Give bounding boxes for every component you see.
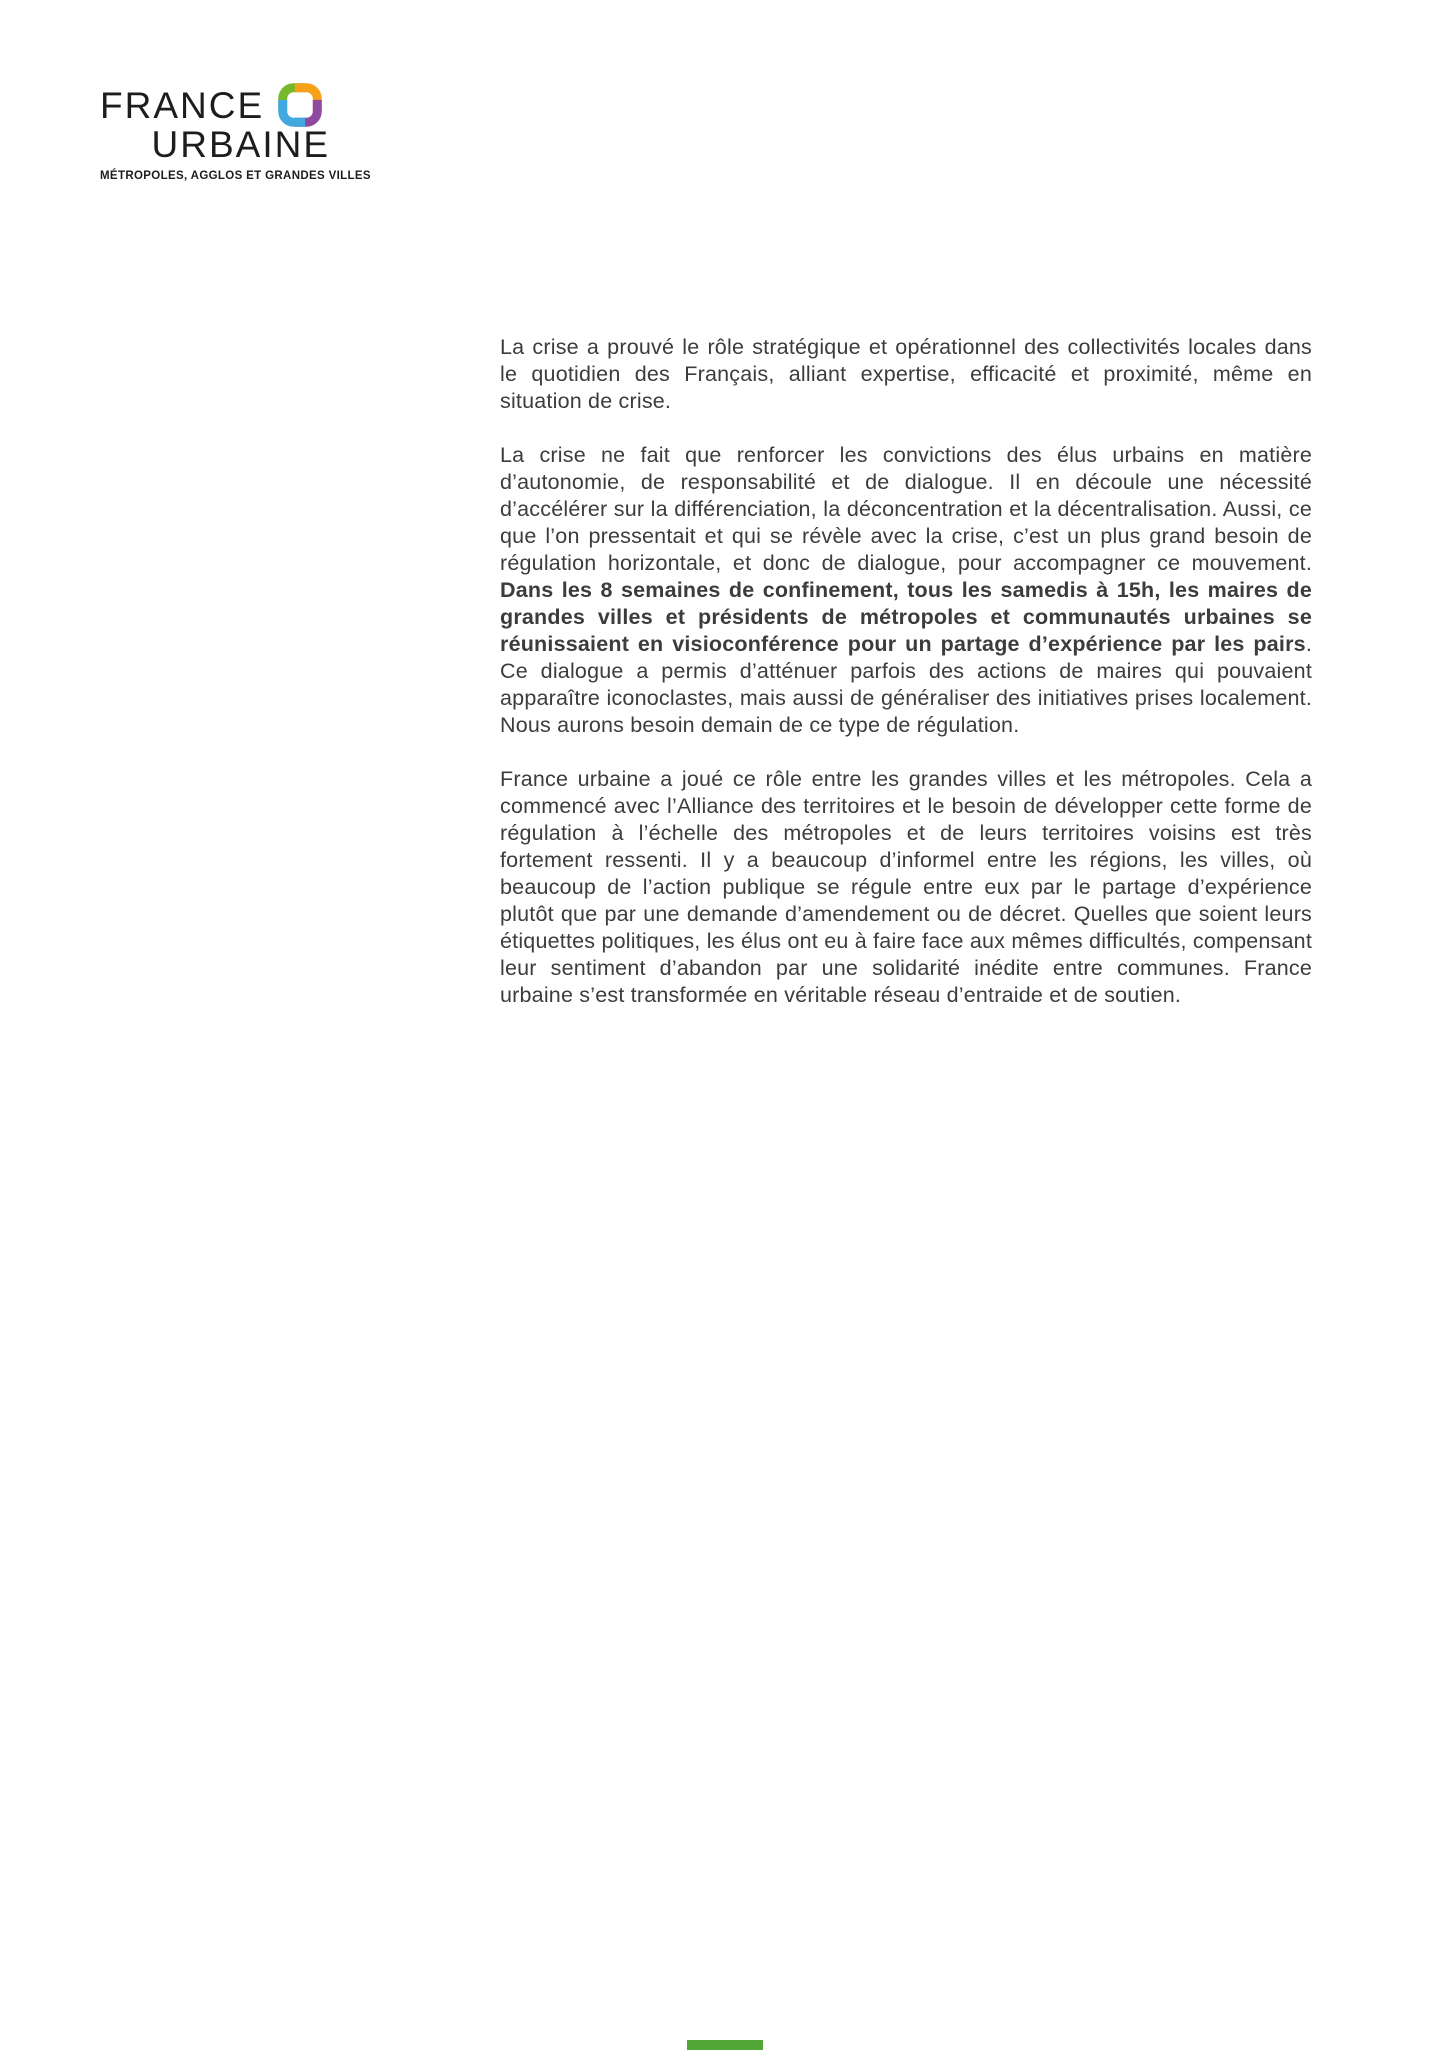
text-segment: La crise ne fait que renforcer les convictions des élus urbains en matière d’autonomie, de responsabilité et de dialogue. Il en découle une nécessité d’accélérer sur la différenciation, la déconcentration et la décentralisation. Aussi, ce que l’on pressentait et qui se révèle avec la crise, c’est un plus grand besoin de régulation horizontale, et donc de dialogue, pour accompagner ce mouvement. — [500, 443, 1312, 575]
france-urbaine-logo — [100, 72, 371, 182]
paragraph-2 — [500, 442, 1312, 739]
article-body — [500, 334, 1312, 1036]
logo-wordmark-france: FRANCE — [100, 85, 265, 126]
text-segment: La crise a prouvé le rôle stratégique et opérationnel des collectivités locales dans le quotidien des Français, alliant expertise, efficacité et proximité, même en situation de crise. — [500, 335, 1312, 413]
footer-accent-bar — [687, 2040, 763, 2050]
logo-row-1 — [100, 72, 330, 124]
text-segment-bold: Dans les 8 semaines de confinement, tous les samedis à 15h, les maires de grandes villes et présidents de métropoles et communautés urbaines se réunissaient en visioconférence pour un partage d’expérience par les pairs — [500, 578, 1312, 656]
paragraph-3 — [500, 766, 1312, 1009]
logo-tagline: MÉTROPOLES, AGGLOS ET GRANDES VILLES — [100, 170, 371, 182]
paragraph-1 — [500, 334, 1312, 415]
text-segment: France urbaine a joué ce rôle entre les grandes villes et les métropoles. Cela a commencé avec l’Alliance des territoires et le besoin de développer cette forme de régulation à l’échelle des métropoles et de leurs territoires voisins est très fortement ressenti. Il y a beaucoup d’informel entre les régions, les villes, où beaucoup de l’action publique se régule entre eux par le partage d’expérience plutôt que par une demande d’amendement ou de décret. Quelles que soient leurs étiquettes politiques, les élus ont eu à faire face aux mêmes difficultés, compensant leur sentiment d’abandon par une solidarité inédite entre communes. France urbaine s’est transformée en véritable réseau d’entraide et de soutien. — [500, 767, 1312, 1007]
text-segment: . Ce dialogue a permis d’atténuer parfois des actions de maires qui pouvaient apparaître iconoclastes, mais aussi de généraliser des initiatives prises localement. Nous aurons besoin demain de ce type de régulation. — [500, 632, 1312, 737]
logo-wordmark-urbaine: URBAINE — [151, 124, 330, 165]
